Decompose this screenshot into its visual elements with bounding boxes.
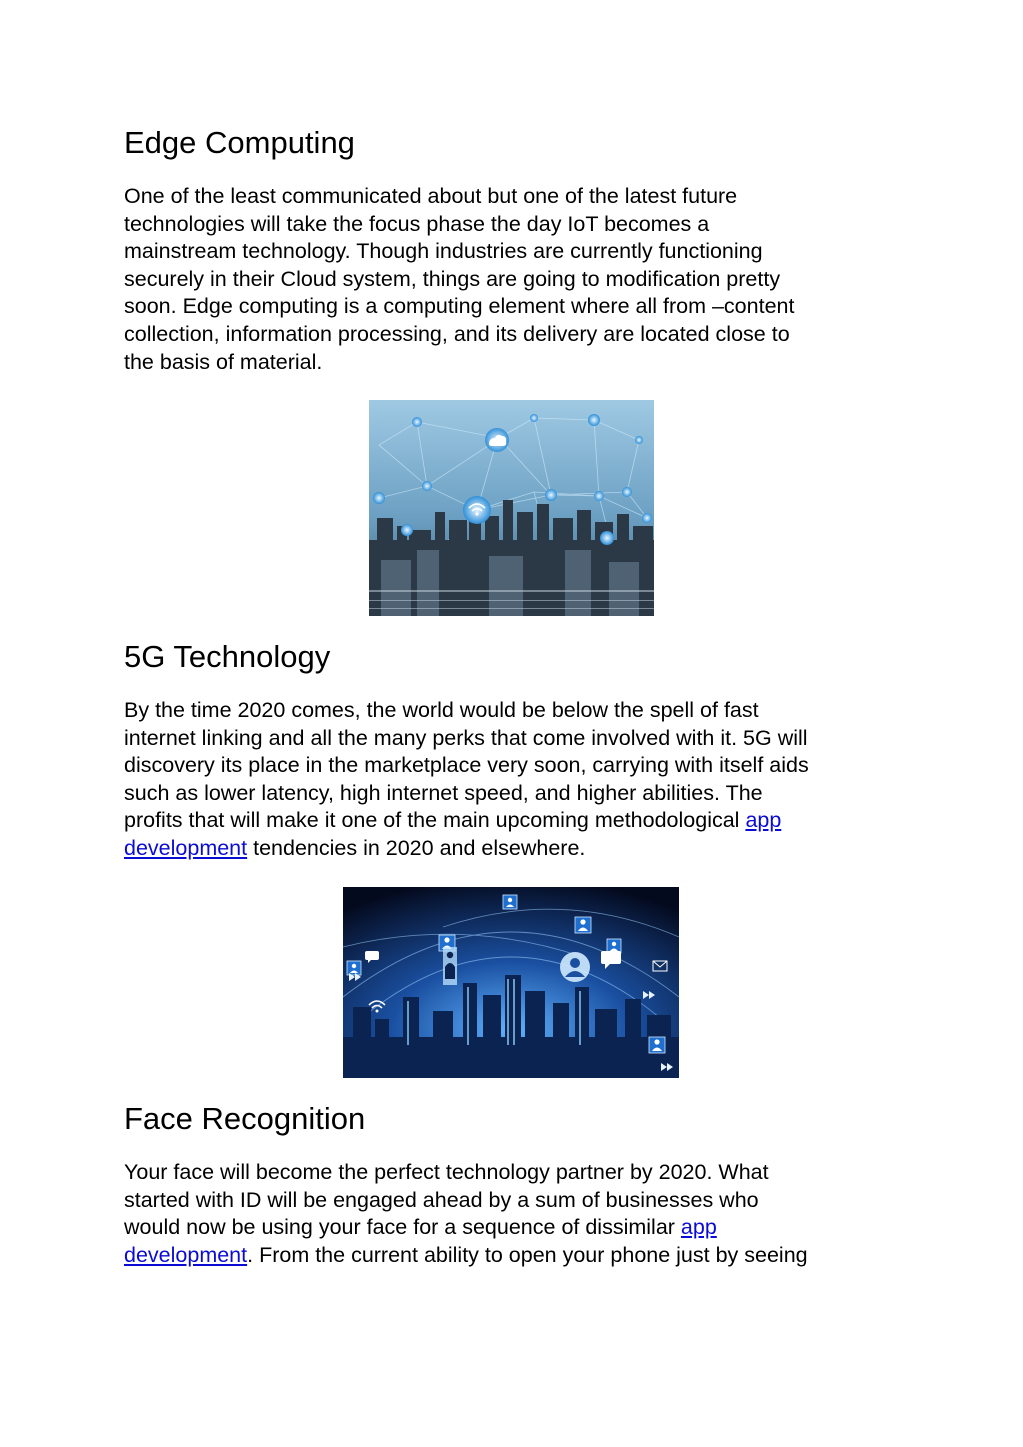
- app-development-link-part1[interactable]: app: [680, 1215, 717, 1240]
- paragraph-edge-computing: [124, 183, 904, 376]
- text-line: Your face will become the perfect technology partner by 2020. What: [124, 1160, 769, 1184]
- text-line: [124, 1242, 904, 1270]
- text-line: securely in their Cloud system, things are going to modification pretty: [124, 266, 781, 291]
- app-development-link-part1[interactable]: app: [745, 808, 782, 833]
- paragraph-face-recognition: [124, 1159, 904, 1269]
- text-line: started with ID will be engaged ahead by a sum of businesses who: [124, 1187, 759, 1212]
- wifi-icon: [463, 496, 491, 524]
- text-line: the basis of material.: [124, 349, 323, 374]
- 5g-technology-image: [343, 887, 679, 1078]
- text-line: collection, information processing, and its delivery are located close to: [124, 321, 790, 346]
- text-line: One of the least communicated about but one of the latest future: [124, 184, 738, 208]
- text-line: technologies will take the focus phase the day IoT becomes a: [124, 211, 710, 236]
- text-run: . From the current ability to open your phone just by seeing: [247, 1242, 808, 1267]
- text-run: tendencies in 2020 and elsewhere.: [247, 835, 586, 860]
- app-development-link-part2[interactable]: development: [124, 835, 248, 860]
- text-line: [124, 835, 904, 863]
- text-line: soon. Edge computing is a computing element where all from –content: [124, 294, 795, 319]
- text-line: mainstream technology. Though industries are currently functioning: [124, 239, 763, 264]
- heading-face-recognition: Face Recognition: [124, 1101, 366, 1136]
- text-line: such as lower latency, high internet speed, and higher abilities. The: [124, 780, 763, 805]
- text-run: profits that will make it one of the main upcoming methodological: [124, 808, 746, 833]
- paragraph-5g-technology: [124, 697, 904, 863]
- app-development-link-part2[interactable]: development: [124, 1242, 248, 1267]
- text-line: [124, 1214, 904, 1242]
- cloud-icon: [485, 428, 509, 452]
- text-line: internet linking and all the many perks that come involved with it. 5G will: [124, 725, 808, 750]
- text-line: discovery its place in the marketplace very soon, carrying with itself aids: [124, 753, 809, 778]
- text-line: By the time 2020 comes, the world would be below the spell of fast: [124, 698, 759, 722]
- heading-edge-computing: Edge Computing: [124, 125, 355, 160]
- text-run: would now be using your face for a sequence of dissimilar: [124, 1215, 681, 1240]
- text-line: [124, 807, 904, 835]
- heading-5g-technology: 5G Technology: [124, 639, 331, 674]
- edge-computing-image: [369, 400, 654, 616]
